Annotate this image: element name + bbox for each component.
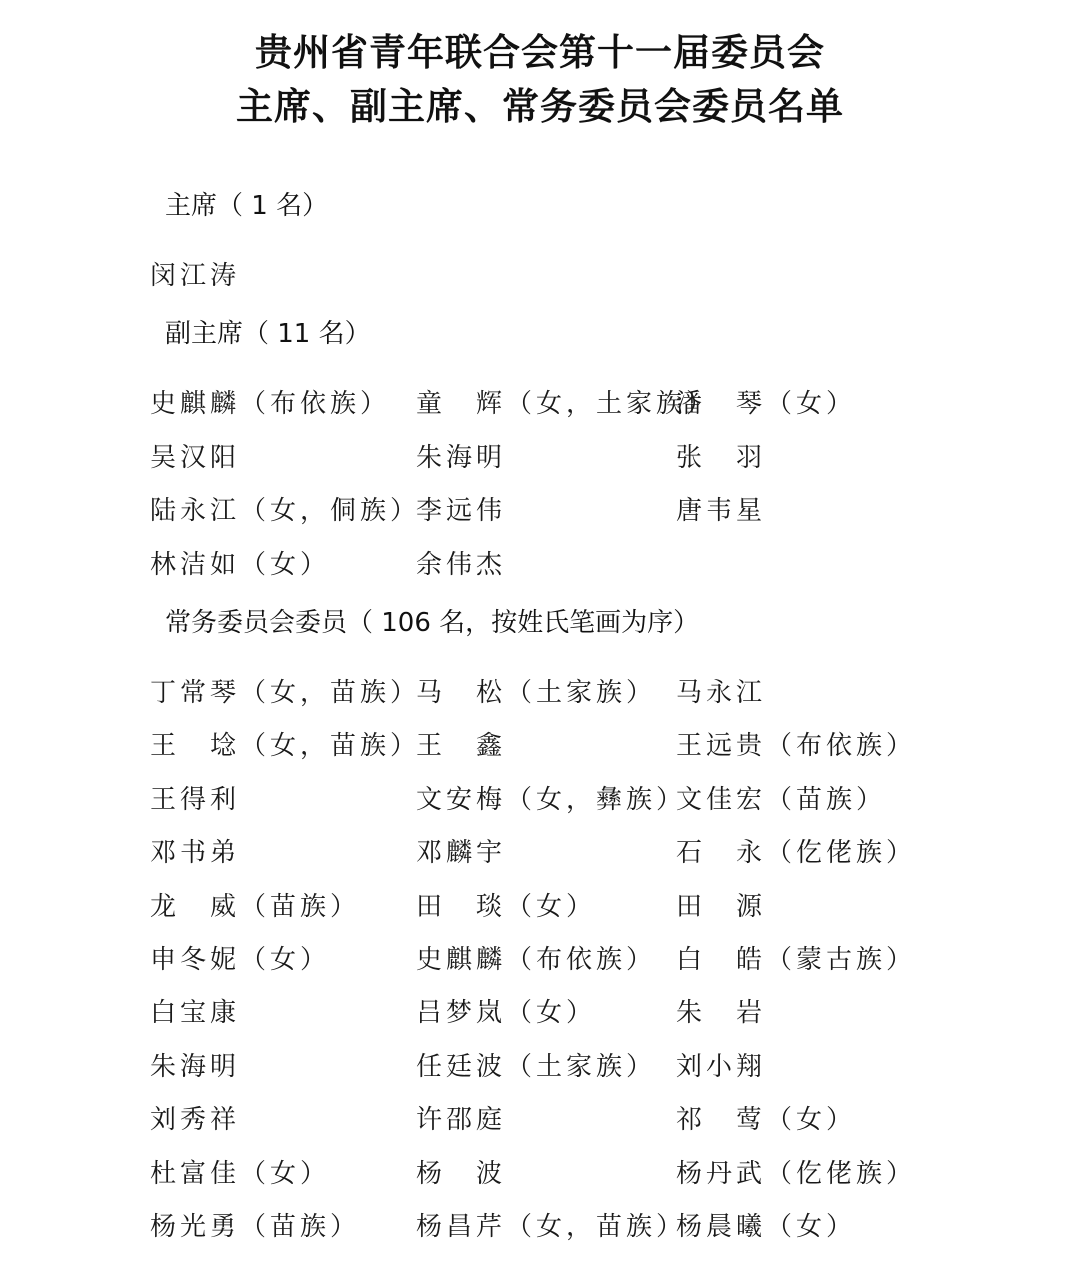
chairman-heading: 主席（ 1 名） (165, 191, 329, 221)
member-name: 任廷波（土家族） (416, 1051, 657, 1082)
name-row (150, 725, 1050, 765)
member-name: 王得利 (150, 784, 241, 815)
member-name: 刘小翔 (676, 1051, 767, 1082)
member-name: 史麒麟（布依族） (416, 945, 657, 975)
member-name: 王 埝（女，苗族） (150, 731, 421, 762)
member-name: 马 松（土家族） (416, 678, 657, 708)
member-name: 张 羽 (676, 442, 767, 473)
document-title-line2: 主席、副主席、常务委员会委员名单 (236, 85, 844, 128)
member-name: 余伟杰 (416, 549, 507, 580)
member-name: 吕梦岚（女） (416, 998, 597, 1029)
member-name: 邓麟宇 (416, 838, 507, 869)
member-name: 白 皓（蒙古族） (676, 945, 917, 975)
member-name: 石 永（仡佬族） (676, 838, 917, 869)
name-row (150, 437, 1050, 477)
member-name: 杜富佳（女） (150, 1158, 331, 1189)
standing-committee-heading: 常务委员会委员（ 106 名，按姓氏笔画为序） (165, 608, 700, 638)
chairman-name: 闵江涛 (150, 261, 241, 291)
name-row (150, 939, 1050, 979)
name-row (150, 383, 1050, 423)
member-name: 白宝康 (150, 998, 241, 1029)
name-row (150, 1046, 1050, 1086)
member-name: 文佳宏（苗族） (676, 784, 887, 815)
name-row (150, 779, 1050, 819)
member-name: 王 鑫 (416, 731, 507, 762)
member-name: 史麒麟（布依族） (150, 389, 391, 419)
member-name: 童 辉（女，土家族） (416, 389, 717, 419)
member-name: 吴汉阳 (150, 442, 241, 473)
name-row (150, 544, 1050, 584)
document-title-line1: 贵州省青年联合会第十一届委员会 (255, 31, 825, 74)
member-name: 杨昌芹（女，苗族） (416, 1212, 687, 1242)
member-name: 陆永江（女，侗族） (150, 496, 421, 526)
member-name: 刘秀祥 (150, 1105, 241, 1136)
member-name: 朱海明 (416, 442, 507, 473)
member-name: 邓书弟 (150, 838, 241, 869)
name-row (150, 490, 1050, 530)
member-name: 田 源 (676, 891, 767, 922)
member-name: 丁常琴（女，苗族） (150, 678, 421, 708)
member-name: 许邵庭 (416, 1105, 507, 1136)
member-name: 王远贵（布依族） (676, 731, 917, 762)
name-row (150, 1206, 1050, 1246)
member-name: 杨 波 (416, 1158, 507, 1189)
name-row (150, 1153, 1050, 1193)
member-name: 田 琰（女） (416, 891, 597, 922)
member-name: 龙 威（苗族） (150, 891, 361, 922)
name-row (150, 992, 1050, 1032)
member-name: 杨光勇（苗族） (150, 1212, 361, 1242)
member-name: 唐韦星 (676, 496, 767, 526)
member-name: 朱 岩 (676, 998, 767, 1029)
vice-chairmen-heading: 副主席（ 11 名） (165, 319, 371, 349)
name-row (150, 672, 1050, 712)
member-name: 文安梅（女，彝族） (416, 784, 687, 815)
member-name: 申冬妮（女） (150, 945, 331, 975)
member-name: 杨丹武（仡佬族） (676, 1158, 917, 1189)
member-name: 潘 琴（女） (676, 389, 857, 419)
member-name: 祁 莺（女） (676, 1105, 857, 1136)
member-name: 马永江 (676, 678, 767, 708)
member-name: 杨晨曦（女） (676, 1212, 857, 1242)
name-row (150, 1099, 1050, 1139)
name-row (150, 832, 1050, 872)
member-name: 朱海明 (150, 1051, 241, 1082)
member-name: 林洁如（女） (150, 549, 331, 580)
member-name: 李远伟 (416, 496, 507, 526)
name-row (150, 886, 1050, 926)
